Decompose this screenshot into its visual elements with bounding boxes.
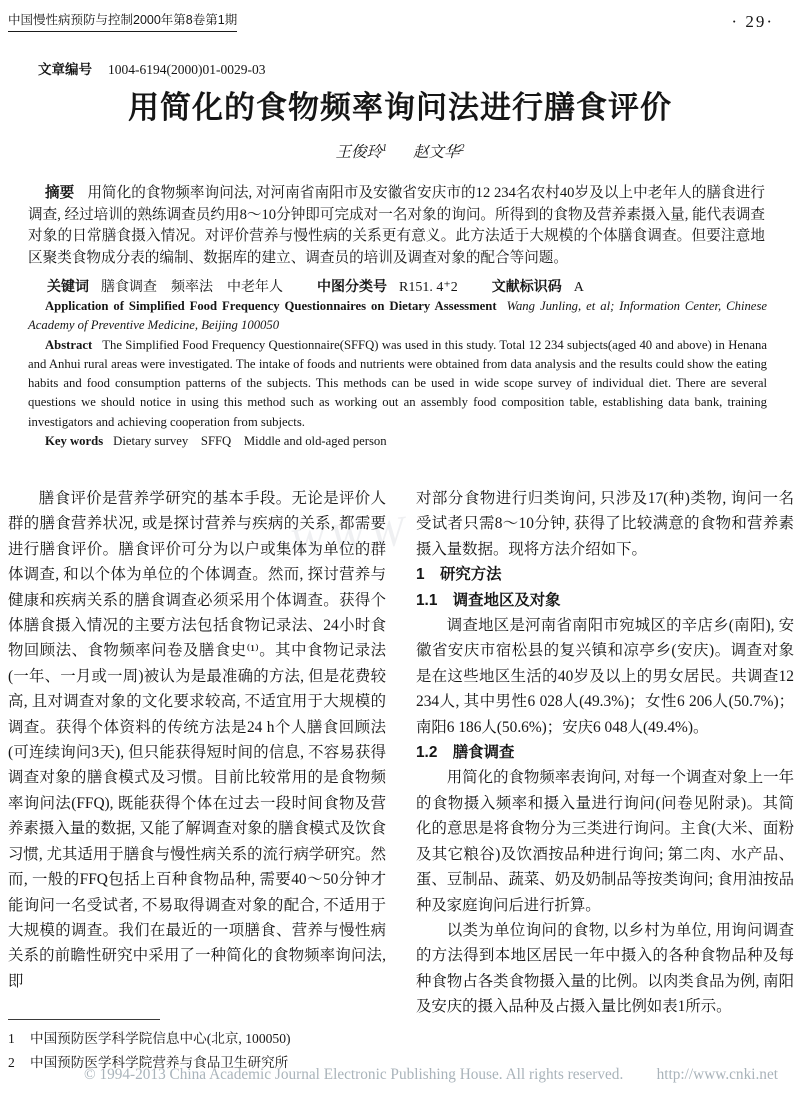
article-number-label: 文章编号 (38, 62, 92, 77)
keywords-en-line (28, 432, 767, 451)
body-paragraph: 用简化的食物频率表询问, 对每一个调查对象上一年的食物摄入频率和摄入量进行询问(问卷见附录)。其简化的意思是将食物分为三类进行询问。主食(大米、面粉及其它粮谷)及饮酒按品种进行询问; 第二肉、水产品、蛋、豆制品、蔬菜、奶及奶制品等按类询问; 食用油按品种及家庭询问后进行折算。 (416, 769, 794, 914)
clc-label: 中图分类号 (317, 278, 387, 294)
keywords-en-label: Key words (45, 434, 104, 449)
abstract-en-text: The Simplified Food Frequency Questionnaire(SFFQ) was used in this study. Total 12 234 subjects(aged 40 and above) in Henana and Anhui rural areas were investigated. The intake of foods and nutrients were obtained from data analysis and the results could show the eating habits and food consumption patterns of the subjects. This methods can be used in wide scope survey of individual diet. There are several questions we should notice in using this method such as working out an assembly food composition table, establishing data bank, training investigators and achieving cooperation from subjects. (28, 337, 767, 429)
footnote: 1 中国预防医学科学院信息中心(北京, 100050) (8, 1031, 291, 1046)
page-title: 用简化的食物频率询问法进行膳食评价 (128, 90, 672, 125)
keywords-cn-terms: 膳食调查 频率法 中老年人 (101, 280, 283, 295)
abstract-en-body (28, 336, 767, 432)
abstract-cn (28, 183, 765, 269)
english-title: Application of Simplified Food Frequency Questionnaires on Dietary Assessment (45, 299, 497, 313)
body-paragraph: 对部分食物进行归类询问, 只涉及17(种)类物, 询问一名受试者只需8～10分钟, 获得了比较满意的食物和营养素摄入量数据。现将方法介绍如下。 (416, 490, 794, 558)
article-number-value: 1004-6194(2000)01-0029-03 (108, 62, 266, 77)
keywords-cn-line (47, 276, 584, 296)
abstract-cn-label: 摘要 (45, 185, 75, 201)
clc-value: R151. 4⁺2 (399, 280, 458, 295)
abstract-cn-text: 用简化的食物频率询问法, 对河南省南阳市及安徽省安庆市的12 234名农村40岁及以上中老年人的膳食进行调查, 经过培训的熟练调查员约用8～10分钟即可完成对一名对象的询问。所得到的食物及营养素摄入量, 能代表调查对象的日常膳食摄入情况。对评价营养与慢性病的关系更有意义。此方法适于大规模的个体膳食调查。但要注意地区聚类食物成分表的编制、数据库的建立、调查员的培训及调查对象的配合等问题。 (28, 185, 765, 266)
watermark-copyright: © 1994-2013 China Academic Journal Electronic Publishing House. All rights reserved. (84, 1066, 624, 1083)
section-heading: 1 研究方法 (416, 566, 502, 584)
watermark-url: http://www.cnki.net (656, 1066, 778, 1083)
body-paragraph: 以类为单位询问的食物, 以乡村为单位, 用询问调查的方法得到本地区居民一年中摄入的各种食物品种及每种食物占各类食物摄入量的比例。以肉类食品为例, 南阳及安庆的摄入品种及占摄入量比例如表1所示。 (416, 921, 794, 1016)
section-heading: 1.2 膳食调查 (416, 744, 515, 762)
page-header (8, 10, 774, 32)
article-number-line (38, 58, 265, 78)
doc-code-value: A (573, 280, 584, 295)
abstract-en-label: Abstract (45, 337, 93, 352)
author-name: 王俊玲$^1$ (335, 142, 387, 161)
section-heading: 1.1 调查地区及对象 (416, 591, 561, 609)
english-byline: Wang Junling, et al; Information Center, Chinese Academy of Preventive Medicine, Beijing 100050 (28, 299, 768, 333)
right-column (416, 486, 794, 1020)
footnote-divider (8, 1019, 160, 1020)
abstract-en-citation (28, 297, 767, 336)
abstract-en-block (28, 297, 767, 451)
author-line (0, 140, 800, 162)
page-number: · 29· (731, 12, 774, 31)
keywords-en-terms: Dietary survey SFFQ Middle and old-aged person (113, 434, 387, 449)
faint-center-watermark: WWW (287, 507, 413, 569)
body-paragraph: 膳食评价是营养学研究的基本手段。无论是评价人群的膳食营养状况, 或是探讨营养与疾病的关系, 都需要进行膳食评价。膳食评价可分为以户或集体为单位的群体调查, 和以个体为单位的个体调查。然而, 探讨营养与健康和疾病关系的膳食调查必须采用个体调查。获得个体膳食摄入情况的主要方法包括食物记录法、24小时食物回顾法、食物频率问卷及膳食史⁽¹⁾。其中食物记录法(一年、一月或一周)被认为是最准确的方法, 但是花费较高, 且对调查对象的文化要求较高, 不适宜用于大规模的调查。获得个体资料的传统方法是24 h个人膳食回顾法(可连续询问3天), 但只能获得短时间的信息, 不容易获得调查对象的膳食模式及习惯。目前比较常用的是食物频率询问法(FFQ), 既能获得个体在过去一段时间食物及营养素摄入量的数据, 又能了解调查对象的膳食模式及饮食习惯, 尤其适用于膳食与慢性病关系的流行病学研究。然而, 一般的FFQ包括上百种食物品种, 需要40～50分钟才能询问一名受试者, 不易取得调查对象的配合, 不适用于大规模的调查。我们在最近的一项膳食、营养与慢性病关系的前瞻性研究中采用了一种简化的食物频率询问法, 即 (8, 490, 386, 990)
body-columns (8, 486, 794, 1020)
body-paragraph: 调查地区是河南省南阳市宛城区的辛店乡(南阳), 安徽省安庆市宿松县的复兴镇和凉亭乡(安庆)。调查对象是在这些地区生活的40岁及以上的男女居民。共调查12 234人, 其中男性6 028人(49.3%)；女性6 206人(50.7%)；南阳6 186人(50.6%)；安庆6 048人(49.4%)。 (416, 617, 794, 736)
left-column (8, 486, 386, 1020)
author-name: 赵文华$^2$ (413, 142, 465, 161)
footnote: 2 中国预防医学科学院营养与食品卫生研究所 (8, 1054, 289, 1070)
journal-name: 中国慢性病预防与控制2000年第8卷第1期 (8, 10, 237, 32)
keywords-cn-label: 关键词 (47, 278, 89, 294)
bottom-watermark (84, 1066, 778, 1084)
doc-code-label: 文献标识码 (491, 278, 562, 294)
